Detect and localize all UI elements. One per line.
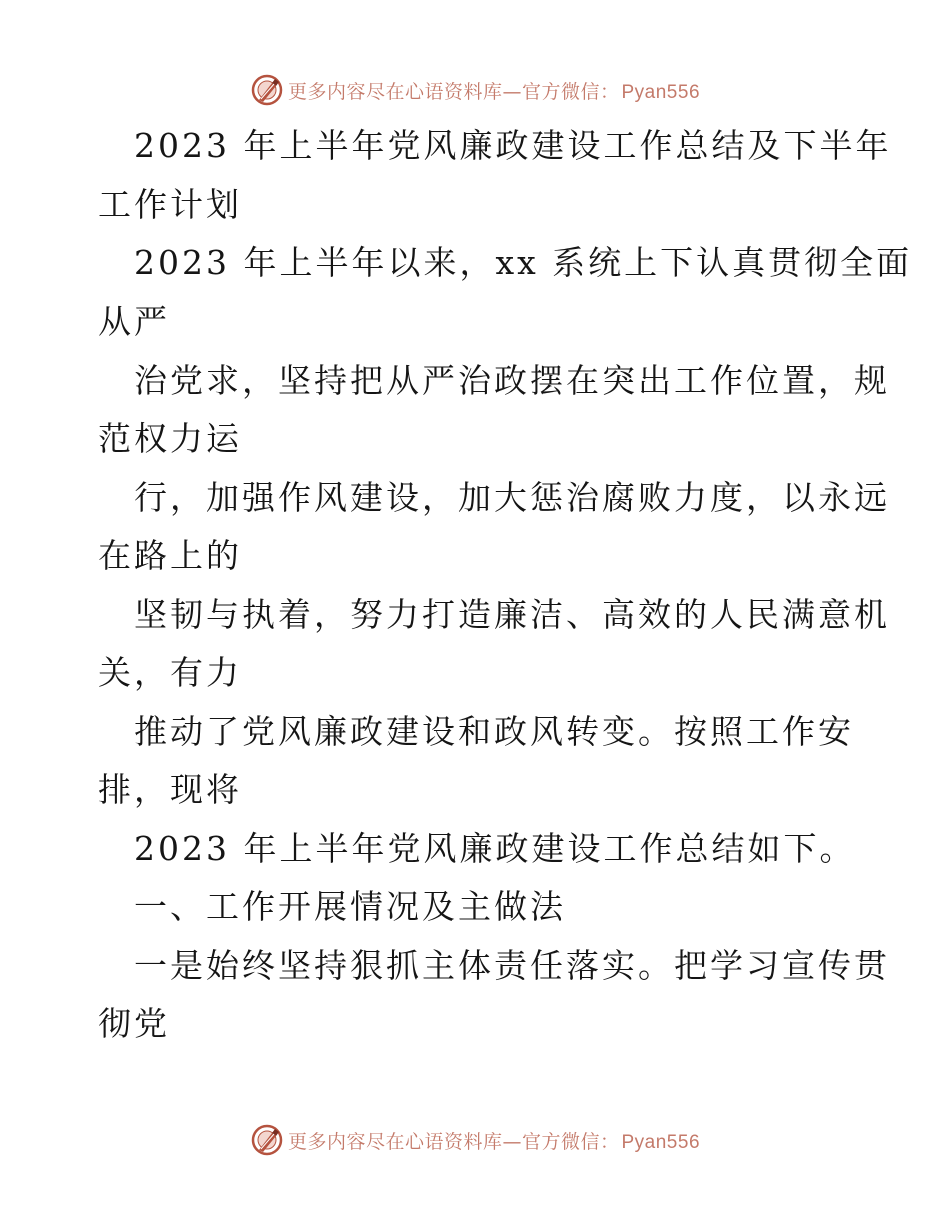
watermark-text: 更多内容尽在心语资料库—官方微信： Pyan556	[287, 1130, 701, 1153]
paragraph-line: 行，加强作风建设，加大惩治腐败力度，以永远	[134, 478, 890, 517]
wechat-handle: Pyan556	[621, 1131, 701, 1153]
paragraph-line: 一是始终坚持狠抓主体责任落实。把学习宣传贯	[134, 946, 890, 985]
paragraph-line: 关，有力	[98, 653, 242, 692]
paragraph-line: 2023 年上半年党风廉政建设工作总结如下。	[134, 829, 856, 868]
paragraph-line: 推动了党风廉政建设和政风转变。按照工作安	[134, 712, 854, 751]
paragraph-line: 范权力运	[98, 419, 242, 458]
paragraph-line: 在路上的	[98, 536, 242, 575]
paragraph-line: 坚韧与执着，努力打造廉洁、高效的人民满意机	[134, 595, 890, 634]
paragraph-line: 从严	[98, 302, 170, 341]
pen-nib-logo-icon	[250, 1123, 284, 1157]
footer-watermark-banner	[0, 1120, 950, 1160]
paragraph-line: 2023 年上半年以来，xx 系统上下认真贯彻全面	[134, 243, 913, 282]
watermark-text: 更多内容尽在心语资料库—官方微信： Pyan556	[287, 80, 701, 103]
title-line-1: 2023 年上半年党风廉政建设工作总结及下半年	[134, 126, 892, 165]
paragraph-line: 彻党	[98, 1004, 170, 1043]
wechat-handle: Pyan556	[621, 81, 701, 103]
paragraph-line: 排，现将	[98, 770, 242, 809]
paragraph-line: 治党求，坚持把从严治政摆在突出工作位置，规	[134, 361, 890, 400]
title-line-2: 工作计划	[98, 185, 242, 224]
section-heading: 一、工作开展情况及主做法	[134, 887, 566, 926]
